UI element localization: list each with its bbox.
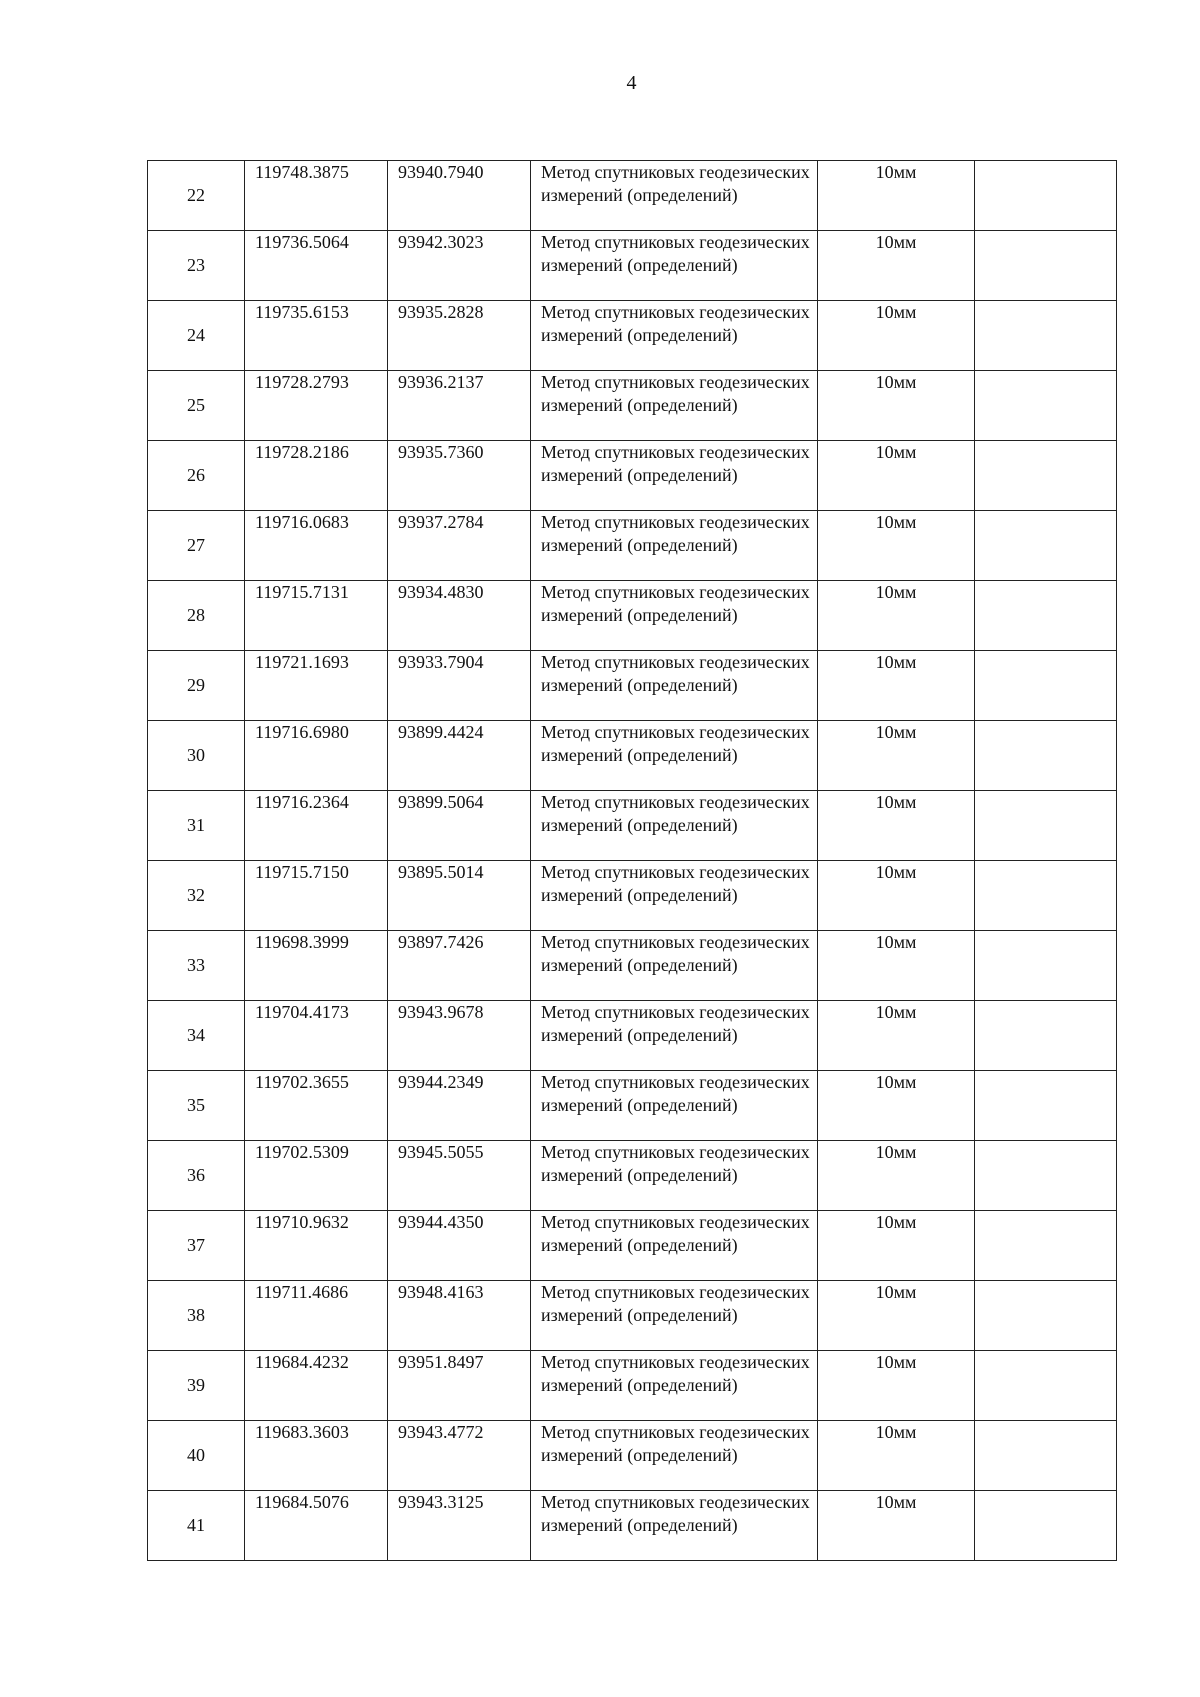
y-coordinate-cell: 93945.5055 — [388, 1141, 531, 1211]
method-cell: Метод спутниковых геодезических измерений (определений) — [531, 1141, 818, 1211]
precision-cell: 10мм — [818, 1141, 975, 1211]
y-coordinate-cell: 93933.7904 — [388, 651, 531, 721]
y-coordinate-cell: 93944.4350 — [388, 1211, 531, 1281]
precision-cell: 10мм — [818, 1281, 975, 1351]
table-row — [148, 301, 1117, 371]
table-row — [148, 581, 1117, 651]
y-coordinate-cell: 93899.5064 — [388, 791, 531, 861]
table-row — [148, 1421, 1117, 1491]
method-cell: Метод спутниковых геодезических измерений (определений) — [531, 931, 818, 1001]
point-number-cell: 23 — [148, 231, 245, 301]
table-row — [148, 1491, 1117, 1561]
method-cell: Метод спутниковых геодезических измерений (определений) — [531, 1351, 818, 1421]
extra-cell — [975, 721, 1117, 791]
extra-cell — [975, 861, 1117, 931]
y-coordinate-cell: 93942.3023 — [388, 231, 531, 301]
precision-cell: 10мм — [818, 1421, 975, 1491]
extra-cell — [975, 1421, 1117, 1491]
table-row — [148, 1281, 1117, 1351]
table-row — [148, 371, 1117, 441]
method-cell: Метод спутниковых геодезических измерений (определений) — [531, 791, 818, 861]
y-coordinate-cell: 93935.7360 — [388, 441, 531, 511]
extra-cell — [975, 1211, 1117, 1281]
y-coordinate-cell: 93897.7426 — [388, 931, 531, 1001]
extra-cell — [975, 1491, 1117, 1561]
method-cell: Метод спутниковых геодезических измерений (определений) — [531, 721, 818, 791]
table-row — [148, 1071, 1117, 1141]
method-cell: Метод спутниковых геодезических измерений (определений) — [531, 161, 818, 231]
table-body — [148, 161, 1117, 1561]
precision-cell: 10мм — [818, 301, 975, 371]
point-number-cell: 32 — [148, 861, 245, 931]
extra-cell — [975, 511, 1117, 581]
point-number-cell: 30 — [148, 721, 245, 791]
table-row — [148, 511, 1117, 581]
y-coordinate-cell: 93937.2784 — [388, 511, 531, 581]
y-coordinate-cell: 93935.2828 — [388, 301, 531, 371]
point-number-cell: 33 — [148, 931, 245, 1001]
precision-cell: 10мм — [818, 791, 975, 861]
x-coordinate-cell: 119728.2186 — [245, 441, 388, 511]
point-number-cell: 39 — [148, 1351, 245, 1421]
method-cell: Метод спутниковых геодезических измерений (определений) — [531, 581, 818, 651]
y-coordinate-cell: 93940.7940 — [388, 161, 531, 231]
extra-cell — [975, 931, 1117, 1001]
y-coordinate-cell: 93899.4424 — [388, 721, 531, 791]
x-coordinate-cell: 119715.7150 — [245, 861, 388, 931]
point-number-cell: 41 — [148, 1491, 245, 1561]
x-coordinate-cell: 119728.2793 — [245, 371, 388, 441]
y-coordinate-cell: 93943.9678 — [388, 1001, 531, 1071]
method-cell: Метод спутниковых геодезических измерений (определений) — [531, 511, 818, 581]
point-number-cell: 31 — [148, 791, 245, 861]
method-cell: Метод спутниковых геодезических измерений (определений) — [531, 1281, 818, 1351]
x-coordinate-cell: 119736.5064 — [245, 231, 388, 301]
x-coordinate-cell: 119698.3999 — [245, 931, 388, 1001]
extra-cell — [975, 1351, 1117, 1421]
method-cell: Метод спутниковых геодезических измерений (определений) — [531, 441, 818, 511]
x-coordinate-cell: 119748.3875 — [245, 161, 388, 231]
point-number-cell: 34 — [148, 1001, 245, 1071]
extra-cell — [975, 1281, 1117, 1351]
page-number: 4 — [626, 72, 637, 94]
method-cell: Метод спутниковых геодезических измерений (определений) — [531, 651, 818, 721]
point-number-cell: 27 — [148, 511, 245, 581]
table-row — [148, 1351, 1117, 1421]
table-row — [148, 161, 1117, 231]
x-coordinate-cell: 119702.5309 — [245, 1141, 388, 1211]
x-coordinate-cell: 119735.6153 — [245, 301, 388, 371]
coordinates-table — [147, 160, 1117, 1561]
y-coordinate-cell: 93895.5014 — [388, 861, 531, 931]
y-coordinate-cell: 93936.2137 — [388, 371, 531, 441]
precision-cell: 10мм — [818, 651, 975, 721]
point-number-cell: 40 — [148, 1421, 245, 1491]
extra-cell — [975, 161, 1117, 231]
y-coordinate-cell: 93934.4830 — [388, 581, 531, 651]
table-row — [148, 861, 1117, 931]
extra-cell — [975, 371, 1117, 441]
table-row — [148, 651, 1117, 721]
table-row — [148, 231, 1117, 301]
x-coordinate-cell: 119716.2364 — [245, 791, 388, 861]
method-cell: Метод спутниковых геодезических измерений (определений) — [531, 1421, 818, 1491]
point-number-cell: 24 — [148, 301, 245, 371]
method-cell: Метод спутниковых геодезических измерений (определений) — [531, 1211, 818, 1281]
precision-cell: 10мм — [818, 441, 975, 511]
precision-cell: 10мм — [818, 931, 975, 1001]
y-coordinate-cell: 93943.3125 — [388, 1491, 531, 1561]
method-cell: Метод спутниковых геодезических измерений (определений) — [531, 1071, 818, 1141]
table-row — [148, 1141, 1117, 1211]
point-number-cell: 29 — [148, 651, 245, 721]
x-coordinate-cell: 119684.5076 — [245, 1491, 388, 1561]
x-coordinate-cell: 119715.7131 — [245, 581, 388, 651]
extra-cell — [975, 581, 1117, 651]
table-row — [148, 931, 1117, 1001]
point-number-cell: 38 — [148, 1281, 245, 1351]
precision-cell: 10мм — [818, 861, 975, 931]
y-coordinate-cell: 93948.4163 — [388, 1281, 531, 1351]
extra-cell — [975, 441, 1117, 511]
table-row — [148, 1211, 1117, 1281]
precision-cell: 10мм — [818, 1211, 975, 1281]
precision-cell: 10мм — [818, 161, 975, 231]
method-cell: Метод спутниковых геодезических измерений (определений) — [531, 1001, 818, 1071]
table-row — [148, 721, 1117, 791]
x-coordinate-cell: 119702.3655 — [245, 1071, 388, 1141]
x-coordinate-cell: 119704.4173 — [245, 1001, 388, 1071]
method-cell: Метод спутниковых геодезических измерений (определений) — [531, 861, 818, 931]
method-cell: Метод спутниковых геодезических измерений (определений) — [531, 231, 818, 301]
extra-cell — [975, 791, 1117, 861]
x-coordinate-cell: 119711.4686 — [245, 1281, 388, 1351]
precision-cell: 10мм — [818, 511, 975, 581]
y-coordinate-cell: 93951.8497 — [388, 1351, 531, 1421]
x-coordinate-cell: 119684.4232 — [245, 1351, 388, 1421]
extra-cell — [975, 1071, 1117, 1141]
point-number-cell: 22 — [148, 161, 245, 231]
table-row — [148, 441, 1117, 511]
precision-cell: 10мм — [818, 1351, 975, 1421]
extra-cell — [975, 301, 1117, 371]
x-coordinate-cell: 119716.6980 — [245, 721, 388, 791]
x-coordinate-cell: 119683.3603 — [245, 1421, 388, 1491]
y-coordinate-cell: 93943.4772 — [388, 1421, 531, 1491]
table-row — [148, 1001, 1117, 1071]
extra-cell — [975, 1141, 1117, 1211]
x-coordinate-cell: 119716.0683 — [245, 511, 388, 581]
extra-cell — [975, 231, 1117, 301]
precision-cell: 10мм — [818, 371, 975, 441]
table-row — [148, 791, 1117, 861]
x-coordinate-cell: 119721.1693 — [245, 651, 388, 721]
extra-cell — [975, 651, 1117, 721]
precision-cell: 10мм — [818, 721, 975, 791]
point-number-cell: 28 — [148, 581, 245, 651]
method-cell: Метод спутниковых геодезических измерений (определений) — [531, 1491, 818, 1561]
precision-cell: 10мм — [818, 1071, 975, 1141]
point-number-cell: 37 — [148, 1211, 245, 1281]
point-number-cell: 26 — [148, 441, 245, 511]
precision-cell: 10мм — [818, 581, 975, 651]
method-cell: Метод спутниковых геодезических измерений (определений) — [531, 371, 818, 441]
method-cell: Метод спутниковых геодезических измерений (определений) — [531, 301, 818, 371]
precision-cell: 10мм — [818, 1491, 975, 1561]
point-number-cell: 36 — [148, 1141, 245, 1211]
extra-cell — [975, 1001, 1117, 1071]
precision-cell: 10мм — [818, 231, 975, 301]
y-coordinate-cell: 93944.2349 — [388, 1071, 531, 1141]
point-number-cell: 35 — [148, 1071, 245, 1141]
precision-cell: 10мм — [818, 1001, 975, 1071]
point-number-cell: 25 — [148, 371, 245, 441]
x-coordinate-cell: 119710.9632 — [245, 1211, 388, 1281]
